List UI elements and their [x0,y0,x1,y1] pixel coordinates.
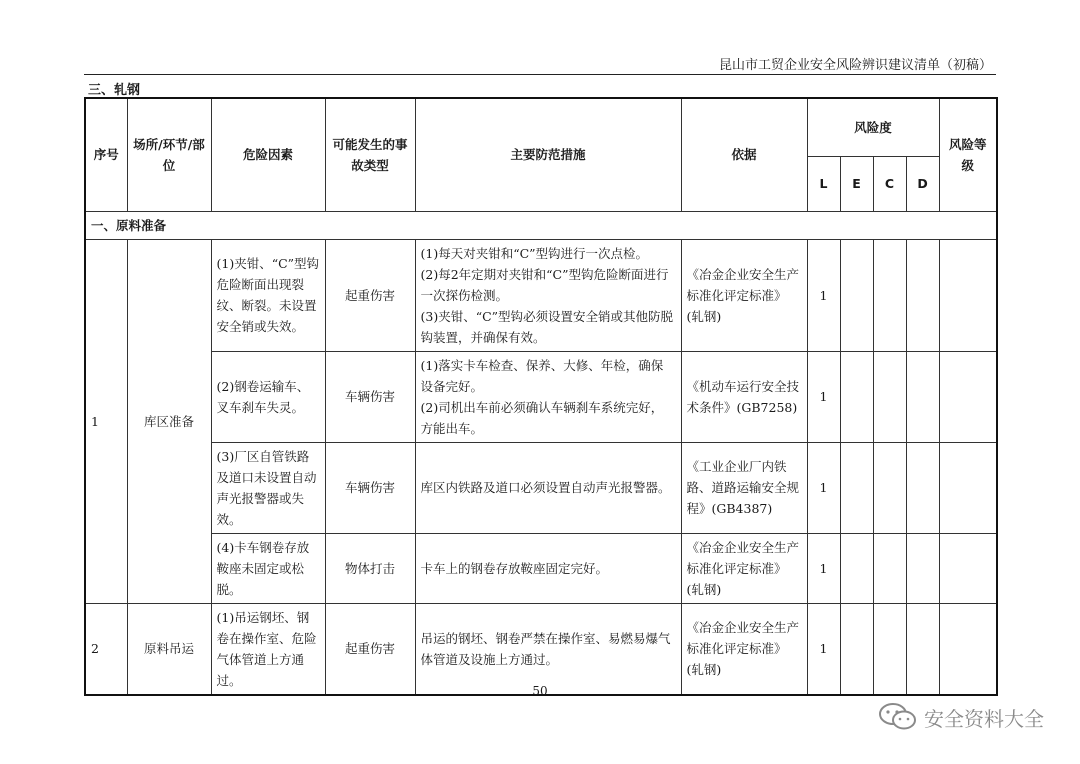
table-row [85,351,997,442]
basis-cell: 《机动车运行安全技术条件》(GB7258) [681,351,807,442]
measures-cell [415,603,681,695]
accident-cell: 起重伤害 [325,603,415,695]
hazard-cell: (1)夹钳、“C”型钩危险断面出现裂纹、断裂。未设置安全销或失效。 [211,239,325,351]
accident-cell: 起重伤害 [325,239,415,351]
group-title: 一、原料准备 [85,211,997,239]
row-place: 原料吊运 [127,603,211,695]
col-header-basis: 依据 [681,98,807,211]
D-cell [906,239,939,351]
page-number: 50 [532,684,548,698]
group-row [85,211,997,239]
row-number: 1 [85,239,127,603]
C-cell [873,351,906,442]
basis-cell: 《工业企业厂内铁路、道路运输安全规程》(GB4387) [681,442,807,533]
col-header-D: D [906,156,939,211]
measure-item: (1)每天对夹钳和“C”型钩进行一次点检。 [420,245,649,261]
L-cell: 1 [807,603,840,695]
col-header-place: 场所/环节/部位 [127,98,211,211]
watermark-text: 安全资料大全 [924,706,1044,731]
measure-item: (2)每2年定期对夹钳和“C”型钩危险断面进行一次探伤检测。 [420,266,669,303]
table-row [85,533,997,603]
C-cell [873,603,906,695]
measure-item: 吊运的钢坯、钢卷严禁在操作室、易燃易爆气体管道及设施上方通过。 [420,630,671,667]
measure-item: 库区内铁路及道口必须设置自动声光报警器。 [420,480,671,495]
level-cell [939,533,997,603]
C-cell [873,442,906,533]
measure-item: (2)司机出车前必须确认车辆刹车系统完好，方能出车。 [420,399,664,436]
measure-item: 卡车上的钢卷存放鞍座固定完好。 [420,560,609,576]
E-cell [840,442,873,533]
row-place: 库区准备 [127,239,211,603]
L-cell: 1 [807,533,840,603]
D-cell [906,351,939,442]
L-cell: 1 [807,442,840,533]
D-cell [906,533,939,603]
level-cell [939,442,997,533]
col-header-L: L [807,156,840,211]
L-cell: 1 [807,351,840,442]
E-cell [840,533,873,603]
table-row [85,442,997,533]
level-cell [939,603,997,695]
C-cell [873,239,906,351]
header-title: 昆山市工贸企业安全风险辨识建议清单（初稿） [718,58,992,73]
level-cell [939,351,997,442]
hazard-cell: (1)吊运钢坯、钢卷在操作室、危险气体管道上方通过。 [211,603,325,695]
col-header-risk-degree: 风险度 [807,98,939,156]
section-title: 三、轧钢 [88,83,141,98]
C-cell [873,533,906,603]
col-header-C: C [873,156,906,211]
col-header-measures: 主要防范措施 [415,98,681,211]
measure-item: (3)夹钳、“C”型钩必须设置安全销或其他防脱钩装置，并确保有效。 [420,308,674,345]
hazard-cell: (2)钢卷运输车、叉车刹车失灵。 [211,351,325,442]
watermark [878,702,1044,732]
measures-cell [415,239,681,351]
accident-cell: 车辆伤害 [325,442,415,533]
hazard-cell: (4)卡车钢卷存放鞍座未固定或松脱。 [211,533,325,603]
basis-cell: 《冶金企业安全生产标准化评定标准》(轧钢) [681,239,807,351]
D-cell [906,442,939,533]
L-cell: 1 [807,239,840,351]
risk-table [84,97,998,696]
col-header-E: E [840,156,873,211]
col-header-accident: 可能发生的事故类型 [325,98,415,211]
col-header-level: 风险等级 [939,98,997,211]
measures-cell [415,442,681,533]
basis-cell: 《冶金企业安全生产标准化评定标准》(轧钢) [681,603,807,695]
D-cell [906,603,939,695]
wechat-icon [878,702,918,732]
measures-cell [415,533,681,603]
table-row [85,239,997,351]
E-cell [840,351,873,442]
measure-item: (1)落实卡车检查、保养、大修、年检，确保设备完好。 [420,357,664,394]
basis-cell: 《冶金企业安全生产标准化评定标准》(轧钢) [681,533,807,603]
accident-cell: 车辆伤害 [325,351,415,442]
level-cell [939,239,997,351]
accident-cell: 物体打击 [325,533,415,603]
row-number: 2 [85,603,127,695]
measures-cell [415,351,681,442]
col-header-no: 序号 [85,98,127,211]
hazard-cell: (3)厂区自管铁路及道口未设置自动声光报警器或失效。 [211,442,325,533]
header-rule [84,74,996,75]
E-cell [840,603,873,695]
col-header-hazard: 危险因素 [211,98,325,211]
table-row [85,603,997,695]
E-cell [840,239,873,351]
